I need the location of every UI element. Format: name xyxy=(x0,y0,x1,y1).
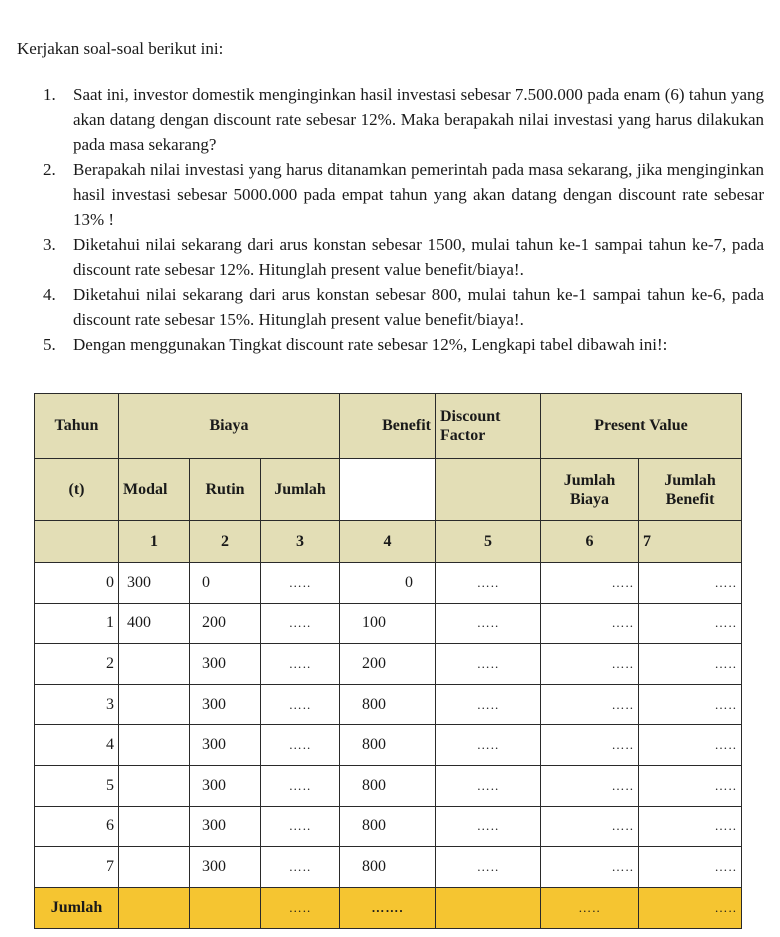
jumlah-cell: ….. xyxy=(261,644,340,685)
index-cell: 7 xyxy=(639,521,742,563)
header-t: (t) xyxy=(35,459,119,521)
year-cell: 3 xyxy=(35,684,119,725)
header-factor-label: Factor xyxy=(440,427,486,444)
index-cell: 6 xyxy=(541,521,639,563)
header-present-value: Present Value xyxy=(541,394,742,459)
modal-cell xyxy=(119,644,190,685)
discount-factor-cell: ….. xyxy=(436,725,541,766)
discount-factor-cell: ….. xyxy=(436,563,541,604)
question-number: 1. xyxy=(43,85,56,104)
jumlah-cell: ….. xyxy=(261,765,340,806)
index-cell: 5 xyxy=(436,521,541,563)
total-jumlah: ….. xyxy=(261,887,340,928)
year-cell: 2 xyxy=(35,644,119,685)
question-item xyxy=(20,82,764,157)
pv-biaya-cell: ….. xyxy=(541,847,639,888)
benefit-cell: 800 xyxy=(340,765,436,806)
jumlah-cell: ….. xyxy=(261,563,340,604)
rutin-cell: 300 xyxy=(190,765,261,806)
discount-factor-cell: ….. xyxy=(436,806,541,847)
table-row xyxy=(35,684,742,725)
question-list xyxy=(20,82,764,357)
question-text: Dengan menggunakan Tingkat discount rate sebesar 12%, Lengkapi tabel dibawah ini!: xyxy=(73,335,668,354)
header-jumlah-label: Jumlah xyxy=(563,471,616,489)
total-rutin xyxy=(190,887,261,928)
header-rutin: Rutin xyxy=(190,459,261,521)
year-cell: 7 xyxy=(35,847,119,888)
total-modal xyxy=(119,887,190,928)
year-cell: 5 xyxy=(35,765,119,806)
index-cell: 2 xyxy=(190,521,261,563)
discount-factor-cell: ….. xyxy=(436,684,541,725)
benefit-cell: 0 xyxy=(340,563,436,604)
question-text: Berapakah nilai investasi yang harus ditanamkan pemerintah pada masa sekarang, jika menginginkan hasil investasi sebesar 5000.000 pada empat tahun yang akan datang dengan discount rate sebesar 13% ! xyxy=(73,160,764,229)
modal-cell: 400 xyxy=(119,603,190,644)
benefit-cell: 800 xyxy=(340,725,436,766)
pv-benefit-cell: ….. xyxy=(639,806,742,847)
jumlah-cell: ….. xyxy=(261,725,340,766)
pv-benefit-cell: ….. xyxy=(639,563,742,604)
question-item xyxy=(20,232,764,282)
header-discount-factor xyxy=(436,394,541,459)
header-tahun: Tahun xyxy=(35,394,119,459)
total-benefit: ……. xyxy=(340,887,436,928)
pv-biaya-cell: ….. xyxy=(541,765,639,806)
table-row xyxy=(35,765,742,806)
header-biaya-label: Biaya xyxy=(569,490,610,508)
rutin-cell: 300 xyxy=(190,684,261,725)
pv-biaya-cell: ….. xyxy=(541,603,639,644)
question-number: 2. xyxy=(43,160,56,179)
present-value-table xyxy=(34,393,742,929)
table-row xyxy=(35,847,742,888)
pv-benefit-cell: ….. xyxy=(639,603,742,644)
modal-cell xyxy=(119,847,190,888)
pv-biaya-cell: ….. xyxy=(541,684,639,725)
year-cell: 1 xyxy=(35,603,119,644)
pv-benefit-cell: ….. xyxy=(639,725,742,766)
header-modal: Modal xyxy=(119,459,190,521)
question-text: Diketahui nilai sekarang dari arus konstan sebesar 800, mulai tahun ke-1 sampai tahun ke-6, pada discount rate sebesar 15%. Hitunglah present value benefit/biaya!. xyxy=(73,285,764,329)
modal-cell xyxy=(119,725,190,766)
instruction-heading: Kerjakan soal-soal berikut ini: xyxy=(17,39,224,58)
pv-benefit-cell: ….. xyxy=(639,684,742,725)
pv-benefit-cell: ….. xyxy=(639,847,742,888)
header-discount-label: Discount xyxy=(440,408,501,425)
question-number: 5. xyxy=(43,335,56,354)
year-cell: 0 xyxy=(35,563,119,604)
question-item xyxy=(20,282,764,332)
year-cell: 6 xyxy=(35,806,119,847)
discount-factor-cell: ….. xyxy=(436,765,541,806)
discount-factor-cell: ….. xyxy=(436,603,541,644)
benefit-cell: 800 xyxy=(340,806,436,847)
jumlah-cell: ….. xyxy=(261,847,340,888)
header-benefit: Benefit xyxy=(340,394,436,459)
question-number: 4. xyxy=(43,285,56,304)
rutin-cell: 300 xyxy=(190,847,261,888)
header-jumlah-biaya xyxy=(541,459,639,521)
table-row xyxy=(35,644,742,685)
pv-benefit-cell: ….. xyxy=(639,765,742,806)
header-jumlah: Jumlah xyxy=(261,459,340,521)
rutin-cell: 0 xyxy=(190,563,261,604)
pv-biaya-cell: ….. xyxy=(541,563,639,604)
table-row xyxy=(35,563,742,604)
modal-cell xyxy=(119,765,190,806)
pv-benefit-cell: ….. xyxy=(639,644,742,685)
total-df xyxy=(436,887,541,928)
jumlah-cell: ….. xyxy=(261,684,340,725)
table-row xyxy=(35,603,742,644)
total-label: Jumlah xyxy=(35,887,119,928)
header-jumlah-label: Jumlah xyxy=(664,471,716,489)
modal-cell: 300 xyxy=(119,563,190,604)
total-jumlah-benefit: ….. xyxy=(639,887,742,928)
rutin-cell: 300 xyxy=(190,644,261,685)
rutin-cell: 300 xyxy=(190,806,261,847)
table-row xyxy=(35,806,742,847)
question-item xyxy=(20,332,764,357)
question-item xyxy=(20,157,764,232)
year-cell: 4 xyxy=(35,725,119,766)
total-jumlah-biaya: ….. xyxy=(541,887,639,928)
question-number: 3. xyxy=(43,235,56,254)
column-index-row xyxy=(35,521,742,563)
index-cell xyxy=(35,521,119,563)
jumlah-cell: ….. xyxy=(261,806,340,847)
header-jumlah-benefit xyxy=(639,459,742,521)
header-blank-df xyxy=(436,459,541,521)
modal-cell xyxy=(119,806,190,847)
discount-factor-cell: ….. xyxy=(436,847,541,888)
rutin-cell: 300 xyxy=(190,725,261,766)
discount-factor-cell: ….. xyxy=(436,644,541,685)
header-benefit-label: Benefit xyxy=(665,490,715,508)
benefit-cell: 200 xyxy=(340,644,436,685)
index-cell: 1 xyxy=(119,521,190,563)
index-cell: 3 xyxy=(261,521,340,563)
total-row xyxy=(35,887,742,928)
jumlah-cell: ….. xyxy=(261,603,340,644)
header-biaya: Biaya xyxy=(119,394,340,459)
table-row xyxy=(35,725,742,766)
modal-cell xyxy=(119,684,190,725)
rutin-cell: 200 xyxy=(190,603,261,644)
question-text: Saat ini, investor domestik menginginkan hasil investasi sebesar 7.500.000 pada enam (6) tahun yang akan datang dengan discount rate sebesar 12%. Maka berapakah nilai investasi yang harus dilakukan pada masa sekarang? xyxy=(73,85,764,154)
pv-biaya-cell: ….. xyxy=(541,644,639,685)
index-cell: 4 xyxy=(340,521,436,563)
question-text: Diketahui nilai sekarang dari arus konstan sebesar 1500, mulai tahun ke-1 sampai tahun ke-7, pada discount rate sebesar 12%. Hitunglah present value benefit/biaya!. xyxy=(73,235,764,279)
benefit-cell: 800 xyxy=(340,847,436,888)
benefit-cell: 100 xyxy=(340,603,436,644)
benefit-cell: 800 xyxy=(340,684,436,725)
pv-biaya-cell: ….. xyxy=(541,725,639,766)
pv-biaya-cell: ….. xyxy=(541,806,639,847)
header-blank xyxy=(340,459,436,521)
